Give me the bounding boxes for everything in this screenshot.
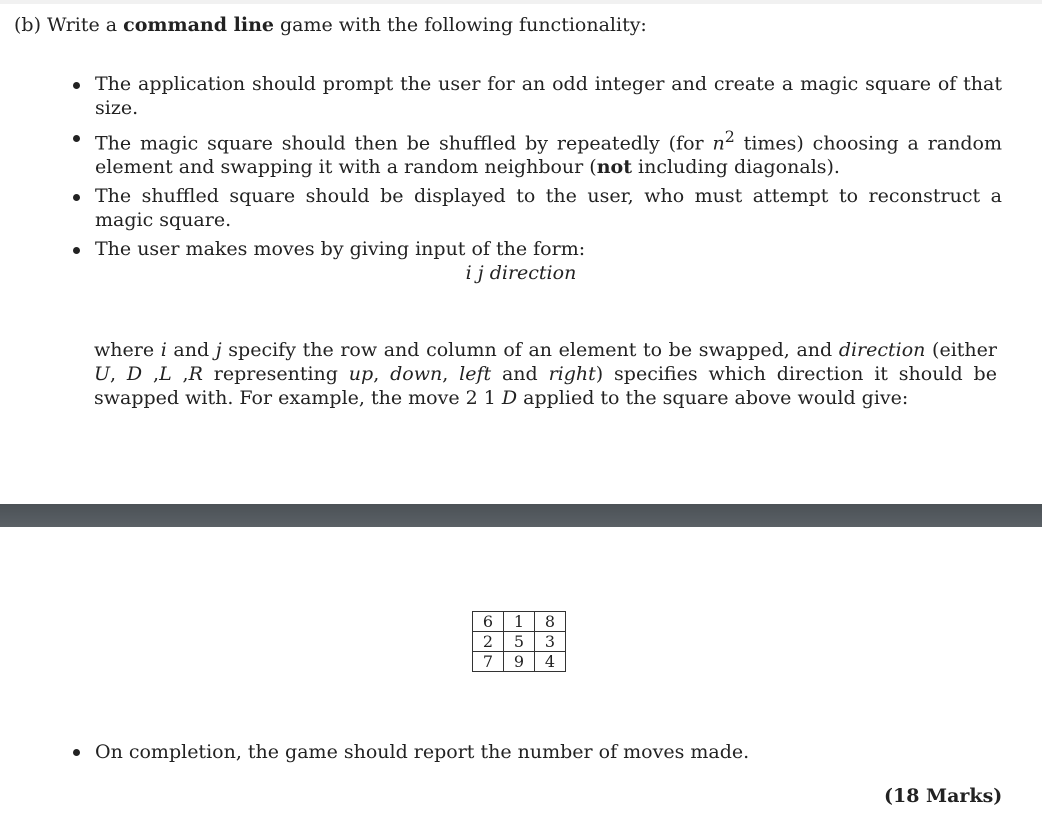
text-fragment: , <box>171 363 189 385</box>
input-format-formula: i j direction <box>465 262 577 284</box>
text-fragment: , <box>373 363 391 385</box>
question-suffix: game with the following functionality: <box>273 14 647 36</box>
text-fragment: , <box>442 363 460 385</box>
math-r: R <box>188 363 203 385</box>
math-l: L <box>159 363 172 385</box>
text-fragment: specify the row and column of an element to be swapped, and <box>221 339 839 361</box>
table-row <box>473 612 566 632</box>
bullet-text: The application should prompt the user for an odd integer and create a magic square of that size. <box>95 73 1002 119</box>
requirements-list <box>72 72 1002 266</box>
text-fragment: , <box>110 363 127 385</box>
list-item <box>72 184 1002 232</box>
math-u: U <box>94 363 111 385</box>
bullet-text-part: times) choosing a random element and swapping it with a random neighbour ( <box>95 132 1002 179</box>
math-direction: direction <box>838 339 926 361</box>
bold-not: not <box>596 156 632 179</box>
text-fragment: , <box>142 363 160 385</box>
table-cell: 5 <box>504 632 535 652</box>
bullet-text: The shuffled square should be displayed to the user, who must attempt to reconstruct a magic square. <box>95 185 1002 232</box>
text-fragment: and <box>166 339 216 361</box>
table-row <box>473 652 566 672</box>
bullet-text: On completion, the game should report the number of moves made. <box>95 741 750 763</box>
italic-down: down <box>390 363 443 385</box>
document-page-top <box>0 4 1042 504</box>
question-bold-term: command line <box>123 14 274 36</box>
text-fragment: (either <box>925 339 997 361</box>
math-i: i <box>160 339 167 361</box>
table-cell: 7 <box>473 652 504 672</box>
table-cell: 3 <box>535 632 566 652</box>
explanation-paragraph <box>94 338 997 410</box>
marks-label: (18 Marks) <box>884 785 1003 807</box>
math-n: n <box>712 132 725 155</box>
text-fragment: applied to the square above would give: <box>517 387 909 409</box>
bullet-text: The user makes moves by giving input of the form: <box>95 238 586 261</box>
text-fragment: where <box>94 339 161 361</box>
bullet-text-part: including diagonals). <box>631 156 840 179</box>
document-page-bottom <box>0 527 1042 816</box>
italic-left: left <box>459 363 492 385</box>
table-cell: 2 <box>473 632 504 652</box>
math-exponent: 2 <box>724 127 735 146</box>
bullet-icon <box>73 749 80 756</box>
bullet-icon <box>73 135 80 142</box>
table-cell: 1 <box>504 612 535 632</box>
table-row <box>473 632 566 652</box>
page-divider <box>0 504 1042 527</box>
text-fragment: and <box>491 363 549 385</box>
bullet-icon <box>73 194 80 201</box>
list-item <box>72 125 1002 179</box>
list-item <box>72 237 1002 261</box>
bullet-text-part: The magic square should then be shuffled by repeatedly (for <box>95 132 713 155</box>
bullet-icon <box>73 247 80 254</box>
table-cell: 9 <box>504 652 535 672</box>
math-j: j <box>215 339 222 361</box>
magic-square-table <box>472 611 566 672</box>
completion-bullet <box>72 740 749 764</box>
table-cell: 4 <box>535 652 566 672</box>
math-d: D <box>126 363 143 385</box>
table-cell: 8 <box>535 612 566 632</box>
italic-right: right <box>548 363 596 385</box>
question-heading <box>14 14 647 36</box>
text-fragment: representing <box>202 363 349 385</box>
table-cell: 6 <box>473 612 504 632</box>
bullet-icon <box>73 82 80 89</box>
italic-up: up <box>348 363 374 385</box>
math-move-direction: D <box>501 387 518 409</box>
list-item <box>72 72 1002 120</box>
question-prefix: (b) Write a <box>14 14 124 36</box>
text-fragment: ) specifies which direction it should be swapped with. For example, the move 2 1 <box>94 363 997 409</box>
